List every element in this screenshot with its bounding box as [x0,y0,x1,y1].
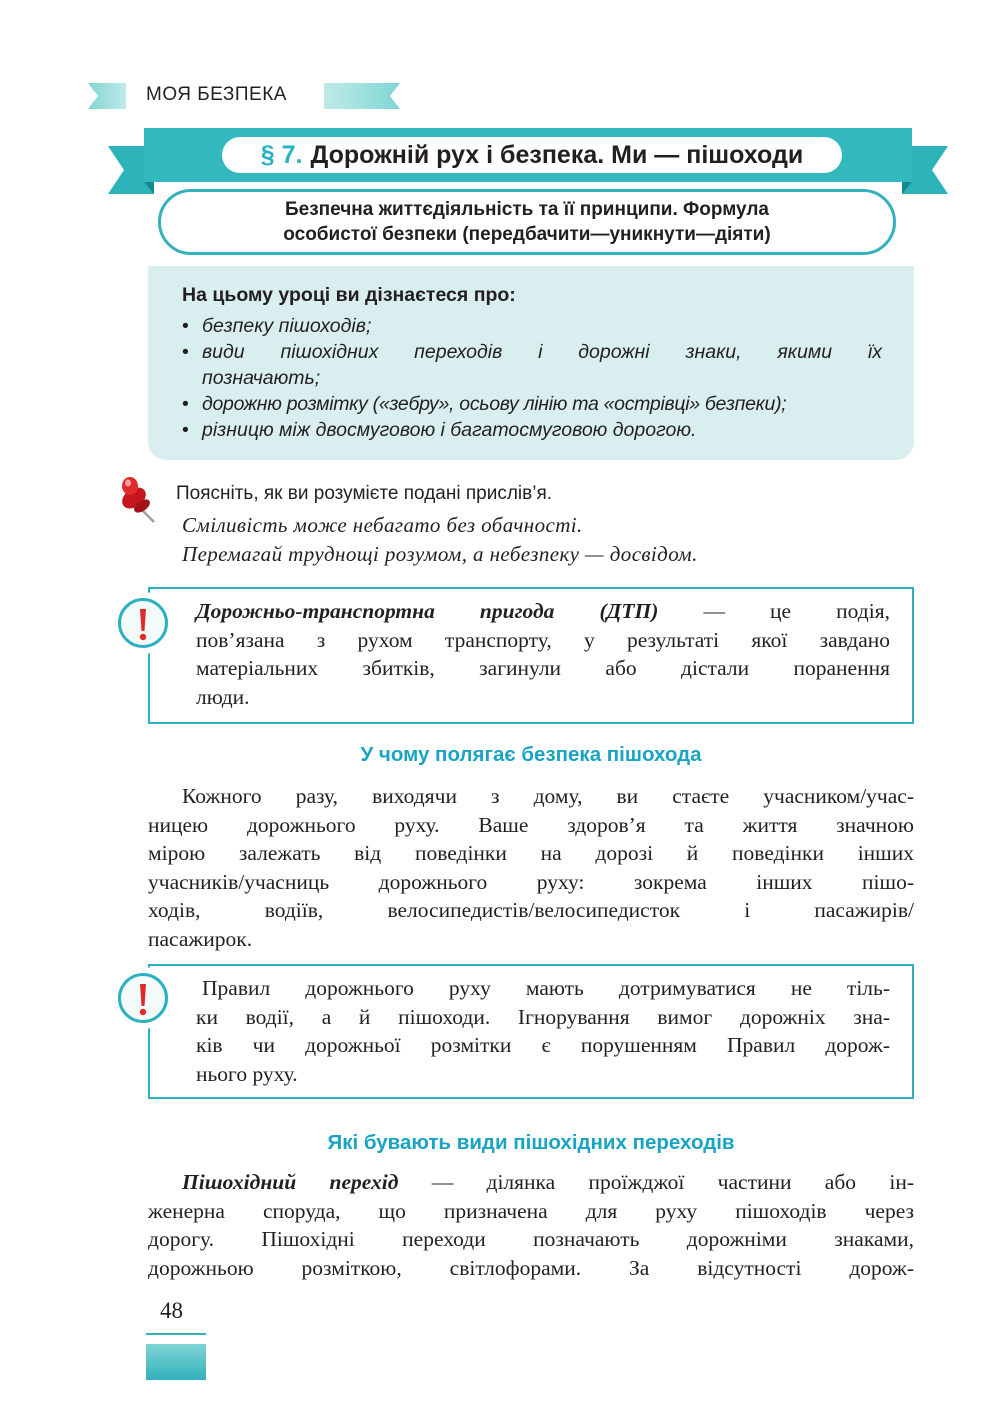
list-item: • види пішохідних переходів і дорожні знаки, якими їх [182,341,882,363]
note-line: нього руху. [196,1061,298,1086]
list-item: • безпеку пішоходів; [182,315,372,337]
definition-line: пов’язана з рухом транспорту, у результаті якої завдано [196,627,890,652]
paragraph-line: дорожньою розміткою, світлофорами. За відсутності дорож- [148,1255,914,1280]
paragraph-line: ходів, водіїв, велосипедистів/велосипедисток і пасажирів/ [148,898,914,922]
lesson-title [222,137,842,173]
note-line: Правил дорожнього руху мають дотримуватися не тіль- [202,976,890,1000]
lesson-title-text: Дорожній рух і безпека. Ми — пішоходи [310,140,804,169]
section-heading: У чому полягає безпека пішохода [360,743,702,766]
definition-box-dtp [148,587,914,724]
paragraph-line: пасажирок. [148,926,253,951]
rule-note-box [148,964,914,1099]
proverb: Сміливість може небагато без обачності. [182,513,583,537]
definition-line: люди. [196,684,250,709]
exclamation-icon [118,598,168,648]
page-corner-bar [146,1344,206,1380]
exclamation-icon [118,973,168,1023]
proverbs-prompt: Поясніть, як ви розумієте подані прислів’я. [176,483,553,504]
list-item-continuation: позначають; [202,367,321,389]
section-paragraph [148,1168,914,1282]
note-line: ків чи дорожньої розмітки є порушенням Правил дорож- [196,1033,890,1057]
paragraph-line: учасників/учасниць дорожнього руху: зокрема інших пішо- [148,869,914,894]
list-item: • дорожню розмітку («зебру», осьову лінію та «острівці» безпеки); [182,393,787,415]
section-header: МОЯ БЕЗПЕКА [146,84,287,105]
section-paragraph [148,782,914,953]
note-line: ки водії, а й пішоходи. Ігнорування вимог дорожніх зна- [196,1004,890,1029]
list-item: • різницю між двосмуговою і багатосмуговою дорогою. [182,419,697,441]
paragraph-line: женерна споруда, що призначена для руху пішоходів через [148,1198,914,1223]
paragraph-line: Кожного разу, виходячи з дому, ви стаєте учасником/учас- [182,784,914,808]
definition-line: матеріальних збитків, загинули або дістали поранення [196,656,890,680]
paragraph-line: дорогу. Пішохідні переходи позначають дорожніми знаками, [148,1227,914,1251]
section-heading: Які бувають види пішохідних переходів [327,1131,735,1154]
paragraph-line: мірою залежать від поведінки на дорозі й поведінки інших [148,841,914,865]
subtitle-line-1: Безпечна життєдіяльність та її принципи. Формула [285,199,769,220]
lesson-subtitle [158,189,896,255]
learning-objectives-heading: На цьому уроці ви дізнаєтеся про: [182,284,516,306]
pushpin-icon [118,474,164,524]
definition-term: Пішохідний перехід [182,1170,399,1194]
page-number-rule [146,1333,206,1335]
subtitle-line-2: особистої безпеки (передбачити—уникнути—діяти) [283,224,771,245]
paragraph-line: Пішохідний перехід — ділянка проїжджої частини або ін- [182,1170,914,1194]
definition-line: Дорожньо-транспортна пригода (ДТП) — це подія, [196,599,890,623]
page-number: 48 [160,1298,183,1323]
lesson-number: § 7. [260,140,303,169]
paragraph-line: ницею дорожнього руху. Ваше здоров’я та життя значною [148,812,914,837]
definition-term: Дорожньо-транспортна пригода (ДТП) [196,599,659,623]
proverb: Перемагай труднощі розумом, а небезпеку — досвідом. [182,542,698,566]
learning-objectives-list [182,313,882,443]
